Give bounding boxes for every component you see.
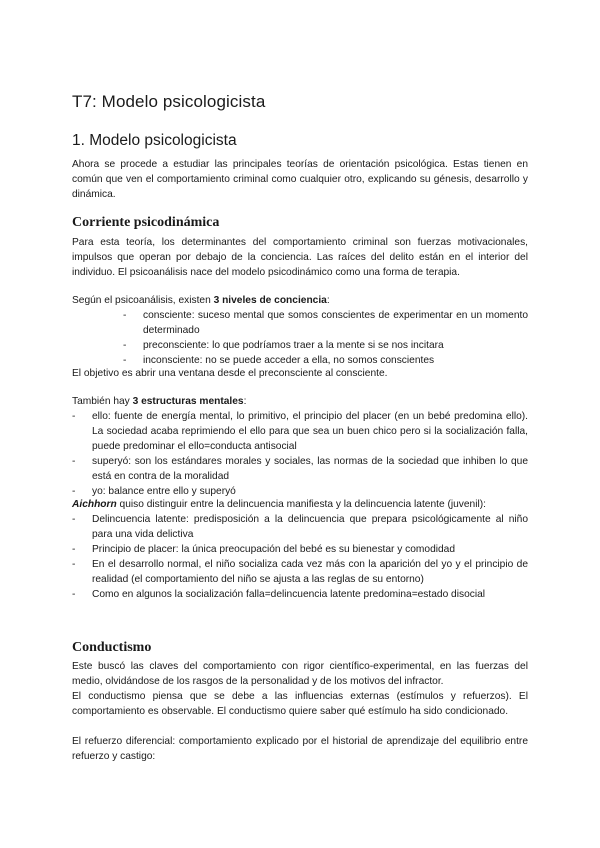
list-item: - En el desarrollo normal, el niño socializa cada vez más con la aparición del yo y el principio de realidad (el comportamiento del niño se ajusta a las reglas de su entorno) — [72, 559, 528, 585]
psicodinamica-heading: Corriente psicodinámica — [72, 215, 220, 230]
aichhorn-paragraph: Aichhorn quiso distinguir entre la delincuencia manifiesta y la delincuencia latente (juvenil): — [72, 499, 486, 510]
list-item: - preconsciente: lo que podríamos traer a la mente si se nos incitara — [123, 340, 444, 351]
aichhorn-list — [72, 512, 528, 602]
list-item: - consciente: suceso mental que somos conscientes de experimentar en un momento determinado — [123, 310, 528, 336]
section-heading: 1. Modelo psicologicista — [72, 132, 237, 149]
list-item: - Como en algunos la socialización falla=delincuencia latente predomina=estado disocial — [72, 589, 486, 600]
list-item: - yo: balance entre ello y superyó — [72, 486, 236, 497]
objetivo-paragraph: El objetivo es abrir una ventana desde el preconsciente al consciente. — [72, 368, 388, 379]
list-item: - superyó: son los estándares morales y sociales, las normas de la sociedad que inhiben lo que está en contra de la moralidad — [72, 456, 528, 482]
list-item: - Delincuencia latente: predisposición a la delincuencia que prepara psicológicamente al niño para una vida delictiva — [72, 514, 528, 540]
niveles-list — [123, 308, 528, 368]
estructuras-intro: También hay 3 estructuras mentales: — [72, 396, 247, 407]
psicodinamica-paragraph: Para esta teoría, los determinantes del comportamiento criminal son fuerzas motivacionales, impulsos que operan por debajo de la conciencia. Las raíces del delito están en el interior del individuo. El psicoanálisis nace del modelo psicodinámico como una forma de terapia. — [72, 237, 528, 278]
estructuras-list — [72, 409, 528, 499]
document-title: T7: Modelo psicologicista — [72, 92, 266, 111]
list-item: - inconsciente: no se puede acceder a ella, no somos conscientes — [123, 355, 435, 366]
list-item: - Principio de placer: la única preocupación del bebé es su bienestar y comodidad — [72, 544, 456, 555]
conductismo-paragraph-2: El conductismo piensa que se debe a las influencias externas (estímulos y refuerzos). El comportamiento es observable. El conductismo quiere saber qué estímulo ha sido condicionado. — [72, 691, 528, 717]
intro-paragraph: Ahora se procede a estudiar las principales teorías de orientación psicológica. Estas tienen en común que ven el comportamiento criminal como cualquier otro, explicando su génesis, desarrollo y dinámica. — [72, 159, 528, 200]
niveles-intro: Según el psicoanálisis, existen 3 niveles de conciencia: — [72, 295, 330, 306]
conductismo-heading: Conductismo — [72, 640, 152, 655]
conductismo-paragraph-1: Este buscó las claves del comportamiento con rigor científico-experimental, en las fuerzas del medio, olvidándose de los rasgos de la personalidad y de los motivos del infractor. — [72, 661, 528, 687]
conductismo-paragraph-3: El refuerzo diferencial: comportamiento explicado por el historial de aprendizaje del equilibrio entre refuerzo y castigo: — [72, 736, 528, 762]
list-item: - ello: fuente de energía mental, lo primitivo, el principio del placer (en un bebé predomina ello). La sociedad acaba reprimiendo el ello para que sea un buen chico pero si la socialización falla, puede predominar el ello=conducta antisocial — [72, 411, 528, 452]
